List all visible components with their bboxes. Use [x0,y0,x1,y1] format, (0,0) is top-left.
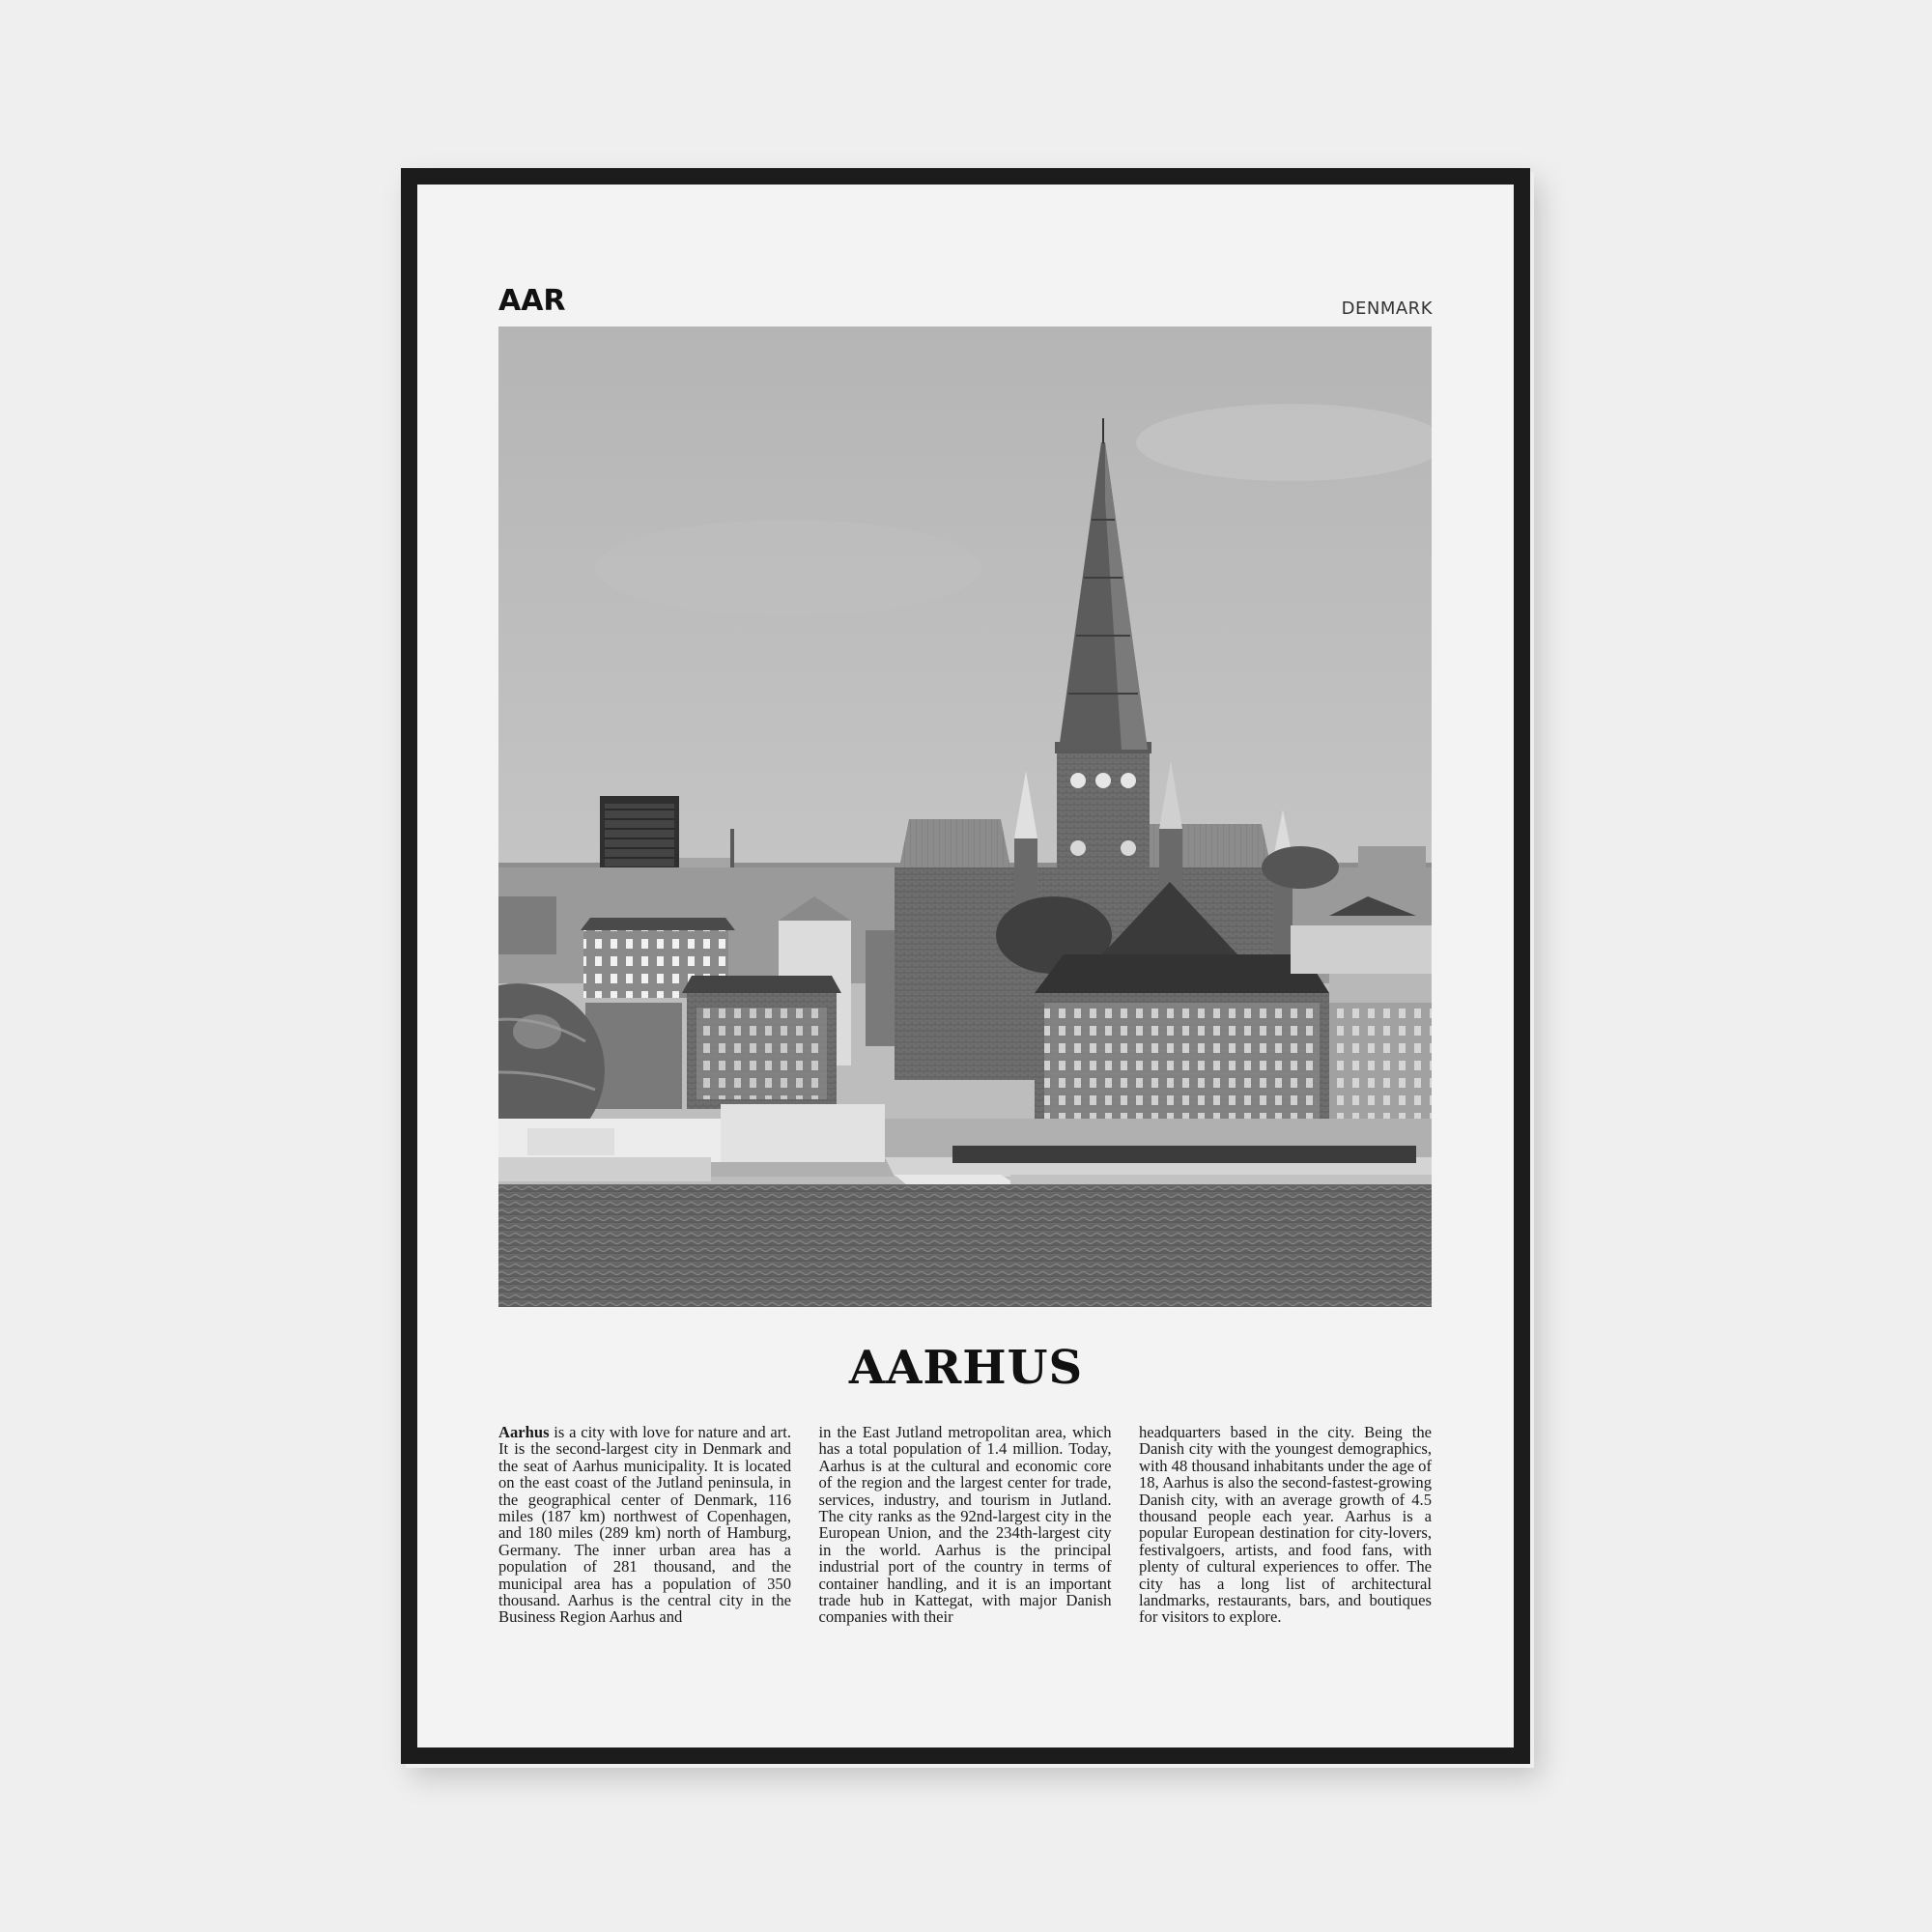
description-columns [498,1424,1432,1626]
description-column-1 [498,1424,791,1626]
cityscape-photo [498,327,1432,1307]
lead-word: Aarhus [498,1423,550,1441]
description-column-2: in the East Jutland metropolitan area, which has a total population of 1.4 million. Today, Aarhus is at the cultural and economic core of the region and the largest center for trade, services, industry, and tourism in Jutland. The city ranks as the 92nd-largest city in the European Union, and the 234th-largest city in the world. Aarhus is the principal industrial port of the country in terms of container handling, and it is an important trade hub in Kattegat, with major Danish companies with their [818,1423,1112,1627]
country-label: DENMARK [1341,298,1433,319]
city-title: AARHUS [848,1341,1084,1395]
city-code: AAR [498,284,566,318]
harbor-water [498,1184,1432,1307]
column-1-text: is a city with love for nature and art. It is the second-largest city in Denmark and the seat of Aarhus municipality. It is located on the east coast of the Jutland peninsula, in the geographical center of Denmark, 116 miles (187 km) northwest of Copenhagen, and 180 miles (289 km) north of Hamburg, Germany. The inner urban area has a population of 281 thousand, and the municipal area has a population of 350 thousand. Aarhus is the central city in the Business Region Aarhus and [498,1423,791,1627]
description-column-3: headquarters based in the city. Being the Danish city with the youngest demographics, with 48 thousand inhabitants under the age of 18, Aarhus is also the second-fastest-growing Danish city, with an average growth of 4.5 thousand people each year. Aarhus is a popular European destination for city-lovers, festivalgoers, artists, and food fans, with plenty of cultural experiences to offer. The city has a long list of architectural landmarks, restaurants, bars, and boutiques for visitors to explore. [1139,1423,1432,1627]
